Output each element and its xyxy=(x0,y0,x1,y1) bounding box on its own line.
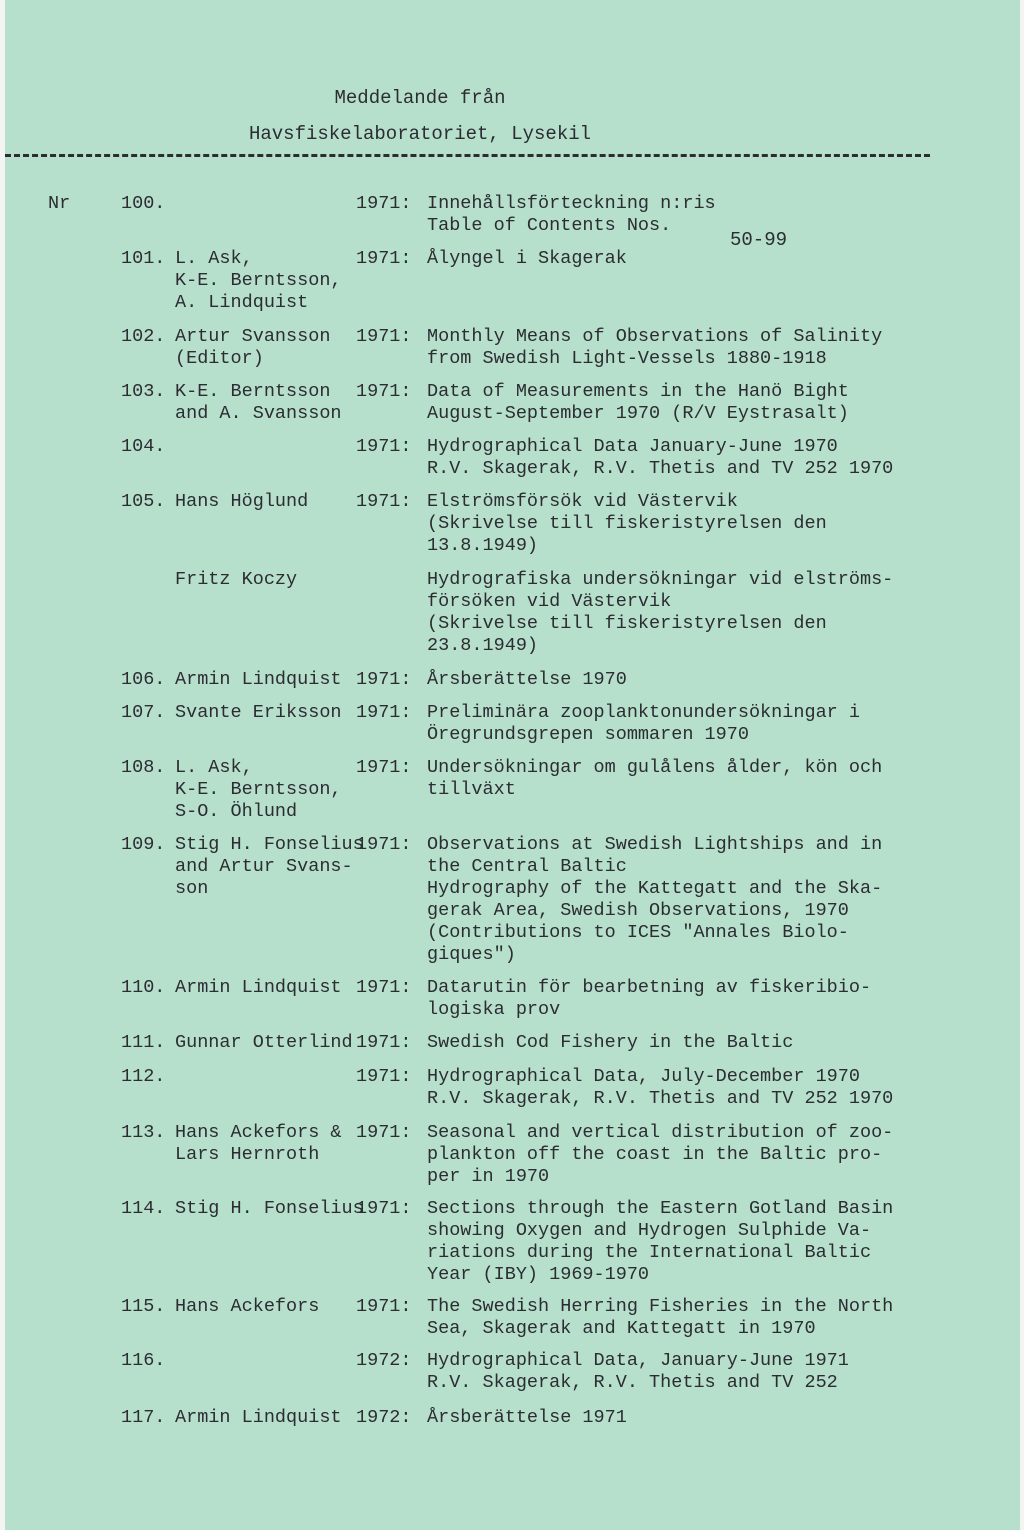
entry-year: 1971: xyxy=(356,977,412,998)
entry-title-line: logiska prov xyxy=(427,999,561,1020)
nr-label: Nr xyxy=(48,193,71,214)
entry-author xyxy=(175,977,342,999)
entry-title-line: Datarutin för bearbetning av fiskeribio- xyxy=(427,977,872,998)
entry-author-line: Armin Lindquist xyxy=(175,1407,342,1428)
entry-author xyxy=(175,1296,319,1318)
entry-title-line: Sea, Skagerak and Kattegatt in 1970 xyxy=(427,1318,816,1339)
entry-year: 1971: xyxy=(356,1122,412,1143)
entry-title-line: Hydrography of the Kattegatt and the Ska- xyxy=(427,878,883,899)
entry-title-line: showing Oxygen and Hydrogen Sulphide Va- xyxy=(427,1220,872,1241)
entry-title-line: R.V. Skagerak, R.V. Thetis and TV 252 1970 xyxy=(427,458,894,479)
entry-number: 107. xyxy=(121,702,166,723)
header-line-1: Meddelande från xyxy=(334,87,506,109)
entry-number: 112. xyxy=(121,1066,166,1087)
entry-title xyxy=(427,702,860,746)
entry-title xyxy=(427,326,882,370)
entry-number: 116. xyxy=(121,1350,166,1371)
entry-title-line: the Central Baltic xyxy=(427,856,627,877)
entry-title-line: Innehållsförteckning n:ris xyxy=(427,193,716,214)
entry-title-line: giques") xyxy=(427,944,516,965)
entry-title-line: Monthly Means of Observations of Salinity xyxy=(427,326,883,347)
entry-author-line: K-E. Berntsson, xyxy=(175,779,342,800)
entry-title-line: Year (IBY) 1969-1970 xyxy=(427,1264,650,1285)
entry-title-line: Hydrographical Data January-June 1970 xyxy=(427,436,838,457)
entry-number: 103. xyxy=(121,381,166,402)
entry-title xyxy=(427,381,849,425)
entry-author xyxy=(175,491,308,513)
entry-year: 1971: xyxy=(356,381,412,402)
entry-number: 111. xyxy=(121,1032,166,1053)
entry-author xyxy=(175,248,342,314)
entry-number: 105. xyxy=(121,491,166,512)
entry-number: 113. xyxy=(121,1122,166,1143)
entry-author xyxy=(175,1198,364,1220)
entry-title xyxy=(427,1407,627,1429)
entry-title xyxy=(427,757,882,801)
entry-author-line: Hans Ackefors xyxy=(175,1296,320,1317)
entry-author-line: Stig H. Fonselius xyxy=(175,834,364,855)
entry-title-line: (Skrivelse till fiskeristyrelsen den xyxy=(427,513,827,534)
entry-year: 1972: xyxy=(356,1350,412,1371)
entry-title-line: Årsberättelse 1971 xyxy=(427,1407,627,1428)
entry-author-line: Artur Svansson xyxy=(175,326,331,347)
entry-title xyxy=(427,1296,893,1340)
entry-title-line: Årsberättelse 1970 xyxy=(427,669,627,690)
entry-author xyxy=(175,702,342,724)
entry-author-line: Armin Lindquist xyxy=(175,977,342,998)
entry-number: 117. xyxy=(121,1407,166,1428)
entry-title-line: Ålyngel i Skagerak xyxy=(427,248,627,269)
entry-title xyxy=(427,669,627,691)
entry-number: 110. xyxy=(121,977,166,998)
entry-number: 115. xyxy=(121,1296,166,1317)
entry-title-line: Table of Contents Nos. xyxy=(427,215,672,236)
entry-title xyxy=(427,569,893,657)
entry-title xyxy=(427,834,882,966)
entry-author xyxy=(175,669,342,691)
entry-author xyxy=(175,326,330,370)
entry-title-line: plankton off the coast in the Baltic pro- xyxy=(427,1144,883,1165)
number-range: 50-99 xyxy=(730,229,788,251)
entry-title-line: Undersökningar om gulålens ålder, kön och xyxy=(427,757,883,778)
page-edge-right xyxy=(1020,0,1024,1530)
entry-number: 102. xyxy=(121,326,166,347)
page-edge-left xyxy=(0,0,5,1530)
entry-title-line: R.V. Skagerak, R.V. Thetis and TV 252 xyxy=(427,1372,838,1393)
entry-number: 108. xyxy=(121,757,166,778)
entry-number: 106. xyxy=(121,669,166,690)
entry-title xyxy=(427,977,871,1021)
entry-title-line: Hydrographical Data, January-June 1971 xyxy=(427,1350,849,1371)
entry-title-line: 23.8.1949) xyxy=(427,635,539,656)
entry-author xyxy=(175,1032,353,1054)
entry-year: 1971: xyxy=(356,669,412,690)
entry-author-line: Hans Ackefors & xyxy=(175,1122,342,1143)
entry-title xyxy=(427,1350,849,1394)
entry-title-line: Hydrographical Data, July-December 1970 xyxy=(427,1066,860,1087)
entry-author-line: Gunnar Otterlind xyxy=(175,1032,353,1053)
entry-year: 1972: xyxy=(356,1407,412,1428)
entry-number: 109. xyxy=(121,834,166,855)
entry-title xyxy=(427,1198,893,1286)
entry-author-line: S-O. Öhlund xyxy=(175,801,298,822)
entry-number: 104. xyxy=(121,436,166,457)
entry-title-line: Seasonal and vertical distribution of zoo- xyxy=(427,1122,894,1143)
entry-title-line: Hydrografiska undersökningar vid elströms- xyxy=(427,569,894,590)
entry-title xyxy=(427,248,627,270)
entry-title-line: Observations at Swedish Lightships and in xyxy=(427,834,883,855)
entry-year: 1971: xyxy=(356,1198,412,1219)
entry-author-line: Lars Hernroth xyxy=(175,1144,320,1165)
entry-author-line: son xyxy=(175,878,209,899)
entry-title-line: gerak Area, Swedish Observations, 1970 xyxy=(427,900,849,921)
entry-title-line: Data of Measurements in the Hanö Bight xyxy=(427,381,849,402)
header-line-2: Havsfiskelaboratoriet, Lysekil xyxy=(248,123,592,145)
entry-title xyxy=(427,436,893,480)
entry-year: 1971: xyxy=(356,702,412,723)
entry-title-line: försöken vid Västervik xyxy=(427,591,672,612)
entry-title-line: Elströmsförsök vid Västervik xyxy=(427,491,738,512)
entry-author xyxy=(175,569,297,591)
entry-author xyxy=(175,834,364,900)
entry-title-line: (Skrivelse till fiskeristyrelsen den xyxy=(427,613,827,634)
entry-author-line: and A. Svansson xyxy=(175,403,342,424)
entry-year: 1971: xyxy=(356,1066,412,1087)
entry-author-line: Fritz Koczy xyxy=(175,569,298,590)
entry-title xyxy=(427,193,716,237)
entry-title xyxy=(427,491,827,557)
entry-year: 1971: xyxy=(356,1296,412,1317)
entry-title xyxy=(427,1122,893,1188)
entry-author-line: and Artur Svans- xyxy=(175,856,353,877)
entry-author-line: (Editor) xyxy=(175,348,264,369)
entry-author-line: K-E. Berntsson, xyxy=(175,270,342,291)
entry-title-line: per in 1970 xyxy=(427,1166,550,1187)
entry-title-line: from Swedish Light-Vessels 1880-1918 xyxy=(427,348,827,369)
dashed-divider xyxy=(5,154,930,157)
entry-year: 1971: xyxy=(356,491,412,512)
entry-author-line: Armin Lindquist xyxy=(175,669,342,690)
entry-title-line: (Contributions to ICES "Annales Biolo- xyxy=(427,922,849,943)
entry-author-line: Hans Höglund xyxy=(175,491,309,512)
entry-author xyxy=(175,1407,342,1429)
entry-title-line: 13.8.1949) xyxy=(427,535,539,556)
document-header xyxy=(0,80,840,152)
entry-title-line: Preliminära zooplanktonundersökningar i xyxy=(427,702,860,723)
entry-title-line: August-September 1970 (R/V Eystrasalt) xyxy=(427,403,849,424)
entry-author-line: L. Ask, xyxy=(175,757,253,778)
entry-number: 100. xyxy=(121,193,166,214)
entry-year: 1971: xyxy=(356,834,412,855)
entry-author xyxy=(175,381,342,425)
entry-number: 114. xyxy=(121,1198,166,1219)
entry-year: 1971: xyxy=(356,326,412,347)
entry-title-line: tillväxt xyxy=(427,779,516,800)
entry-year: 1971: xyxy=(356,248,412,269)
entry-author xyxy=(175,757,342,823)
entry-author-line: Svante Eriksson xyxy=(175,702,342,723)
entry-title xyxy=(427,1066,893,1110)
entry-title-line: Swedish Cod Fishery in the Baltic xyxy=(427,1032,794,1053)
entry-year: 1971: xyxy=(356,757,412,778)
entry-number: 101. xyxy=(121,248,166,269)
entry-year: 1971: xyxy=(356,193,412,214)
entry-author-line: A. Lindquist xyxy=(175,292,309,313)
entry-author-line: Stig H. Fonselius xyxy=(175,1198,364,1219)
entry-year: 1971: xyxy=(356,436,412,457)
entry-year: 1971: xyxy=(356,1032,412,1053)
entry-title-line: R.V. Skagerak, R.V. Thetis and TV 252 1970 xyxy=(427,1088,894,1109)
entry-author xyxy=(175,1122,342,1166)
entry-title-line: The Swedish Herring Fisheries in the North xyxy=(427,1296,894,1317)
entry-author-line: K-E. Berntsson xyxy=(175,381,331,402)
entry-title-line: riations during the International Baltic xyxy=(427,1242,872,1263)
entry-author-line: L. Ask, xyxy=(175,248,253,269)
entry-title-line: Sections through the Eastern Gotland Basin xyxy=(427,1198,894,1219)
entry-title-line: Öregrundsgrepen sommaren 1970 xyxy=(427,724,749,745)
entry-title xyxy=(427,1032,793,1054)
